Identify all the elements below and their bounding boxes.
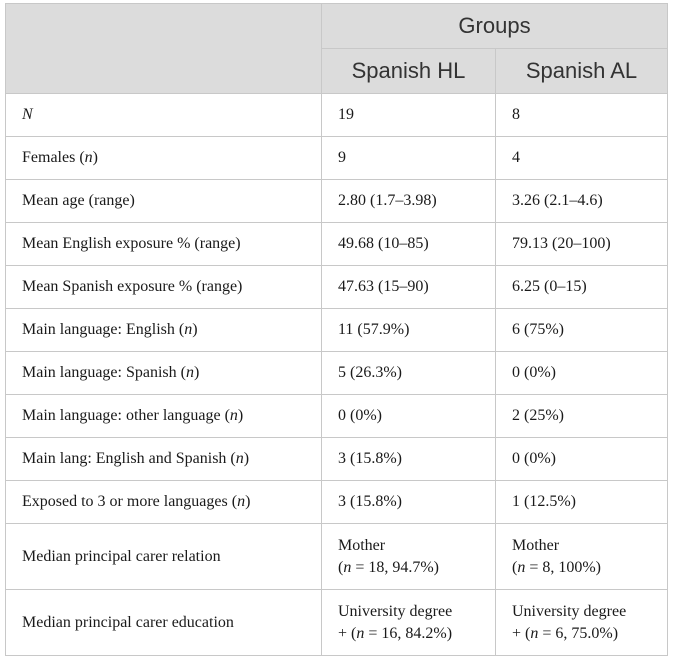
row-label: Mean Spanish exposure % (range) (6, 266, 322, 309)
cell-al: 6.25 (0–15) (496, 266, 668, 309)
row-label: Main language: other language (n) (6, 395, 322, 438)
cell-hl: 47.63 (15–90) (322, 266, 496, 309)
header-spanish-hl: Spanish HL (322, 49, 496, 94)
cell-hl: 3 (15.8%) (322, 481, 496, 524)
table-row (6, 352, 668, 395)
participant-table (5, 3, 668, 656)
cell-al: 79.13 (20–100) (496, 223, 668, 266)
cell-hl: 11 (57.9%) (322, 309, 496, 352)
cell-al: 0 (0%) (496, 352, 668, 395)
cell-al: 0 (0%) (496, 438, 668, 481)
cell-al: 3.26 (2.1–4.6) (496, 180, 668, 223)
table-row (6, 180, 668, 223)
cell-al: 4 (496, 137, 668, 180)
row-label: Median principal carer relation (6, 524, 322, 590)
table-row (6, 438, 668, 481)
row-label: N (6, 94, 322, 137)
table-row (6, 395, 668, 438)
cell-al: University degree + (n = 6, 75.0%) (496, 590, 668, 656)
row-label: Main language: Spanish (n) (6, 352, 322, 395)
row-label: Exposed to 3 or more languages (n) (6, 481, 322, 524)
row-label: Females (n) (6, 137, 322, 180)
header-groups: Groups (322, 4, 668, 49)
cell-al: 8 (496, 94, 668, 137)
table-row (6, 309, 668, 352)
cell-hl: 19 (322, 94, 496, 137)
table-row (6, 94, 668, 137)
row-label: Mean age (range) (6, 180, 322, 223)
row-label: Main language: English (n) (6, 309, 322, 352)
cell-hl: 3 (15.8%) (322, 438, 496, 481)
row-label: Mean English exposure % (range) (6, 223, 322, 266)
cell-hl: 49.68 (10–85) (322, 223, 496, 266)
table-row (6, 137, 668, 180)
table-row (6, 223, 668, 266)
cell-hl: 9 (322, 137, 496, 180)
cell-al: Mother (n = 8, 100%) (496, 524, 668, 590)
table-row (6, 590, 668, 656)
header-empty-cell (6, 4, 322, 94)
table-row (6, 481, 668, 524)
cell-hl: Mother (n = 18, 94.7%) (322, 524, 496, 590)
cell-al: 1 (12.5%) (496, 481, 668, 524)
cell-hl: University degree + (n = 16, 84.2%) (322, 590, 496, 656)
cell-hl: 0 (0%) (322, 395, 496, 438)
row-label: Median principal carer education (6, 590, 322, 656)
header-spanish-al: Spanish AL (496, 49, 668, 94)
row-label: Main lang: English and Spanish (n) (6, 438, 322, 481)
cell-al: 2 (25%) (496, 395, 668, 438)
table-row (6, 524, 668, 590)
table-row (6, 266, 668, 309)
cell-hl: 2.80 (1.7–3.98) (322, 180, 496, 223)
cell-hl: 5 (26.3%) (322, 352, 496, 395)
cell-al: 6 (75%) (496, 309, 668, 352)
